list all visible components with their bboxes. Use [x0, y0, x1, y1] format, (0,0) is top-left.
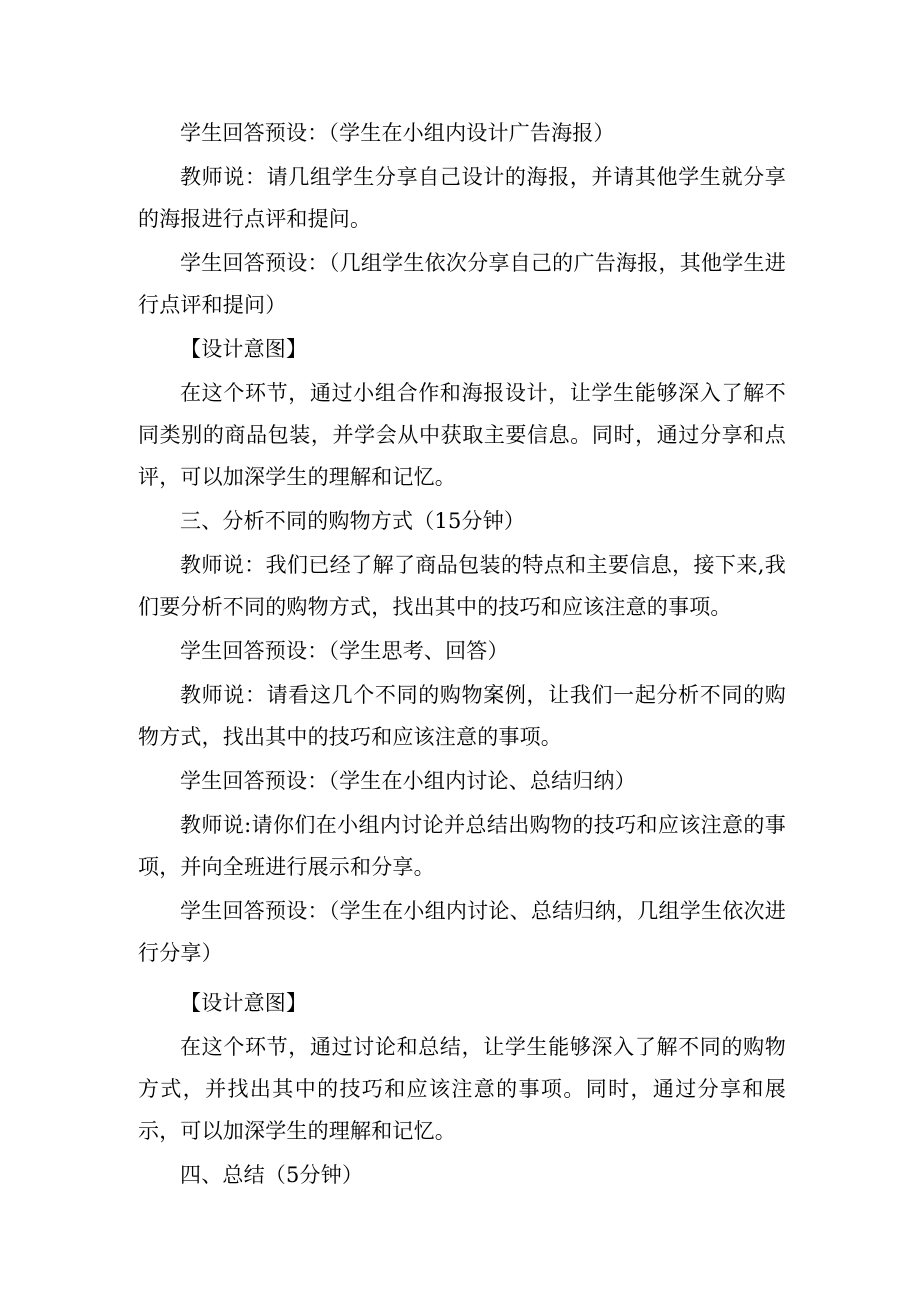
- paragraph-teacher-1: 教师说：请几组学生分享自己设计的海报，并请其他学生就分享的海报进行点评和提问。: [138, 165, 786, 231]
- paragraph-student-answer-1: 学生回答预设：（学生在小组内设计广告海报）: [180, 121, 615, 145]
- paragraph-teacher-4: 教师说:请你们在小组内讨论并总结出购物的技巧和应该注意的事项，并向全班进行展示和分享。: [138, 813, 786, 879]
- paragraph-teacher-3: 教师说：请看这几个不同的购物案例，让我们一起分析不同的购物方式，找出其中的技巧和应该注意的事项。: [138, 683, 786, 749]
- paragraph-student-answer-4: 学生回答预设：（学生在小组内讨论、总结归纳）: [180, 769, 636, 793]
- paragraph-student-answer-5: 学生回答预设：（学生在小组内讨论、总结归纳，几组学生依次进行分享）: [138, 899, 786, 965]
- section-heading-4: 四、总结（5分钟）: [180, 1163, 364, 1187]
- paragraph-design-intent-2: 在这个环节，通过讨论和总结，让学生能够深入了解不同的购物方式，并找出其中的技巧和应该注意的事项。同时，通过分享和展示，可以加深学生的理解和记忆。: [138, 1035, 786, 1143]
- paragraph-design-intent-heading-2: 【设计意图】: [180, 991, 308, 1015]
- paragraph-student-answer-2: 学生回答预设：（几组学生依次分享自己的广告海报，其他学生进行点评和提问）: [138, 251, 786, 317]
- section-heading-3: 三、分析不同的购物方式（15分钟）: [180, 509, 526, 533]
- document-body: [138, 112, 786, 1196]
- paragraph-design-intent-1: 在这个环节，通过小组合作和海报设计，让学生能够深入了解不同类别的商品包装，并学会从中获取主要信息。同时，通过分享和点评，可以加深学生的理解和记忆。: [138, 381, 786, 489]
- paragraph-design-intent-heading-1: 【设计意图】: [180, 337, 308, 361]
- paragraph-student-answer-3: 学生回答预设：（学生思考、回答）: [180, 639, 509, 663]
- paragraph-teacher-2: 教师说：我们已经了解了商品包装的特点和主要信息，接下来,我们要分析不同的购物方式，找出其中的技巧和应该注意的事项。: [138, 553, 786, 619]
